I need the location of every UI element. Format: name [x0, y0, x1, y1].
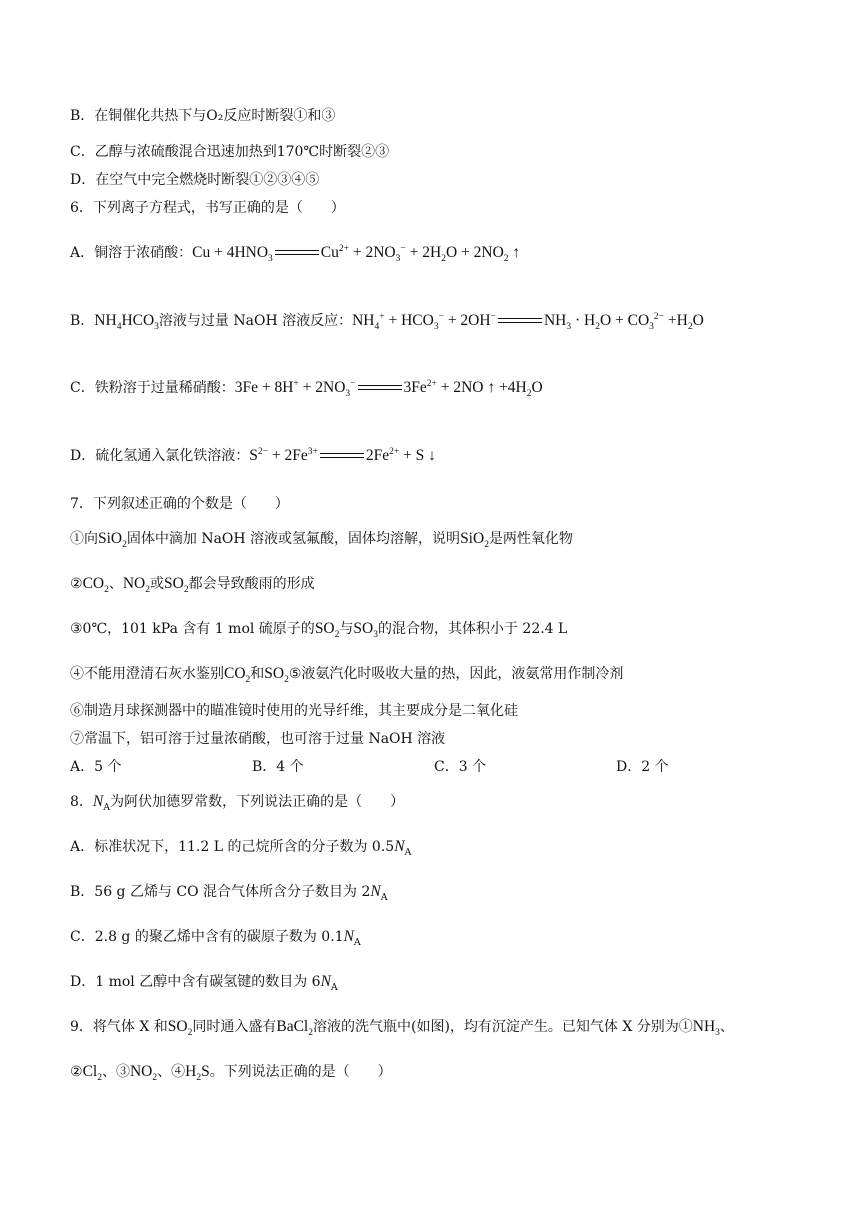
q8-option-c: C．2.8 g 的聚乙烯中含有的碳原子数为 $0.1N_A$ — [70, 928, 361, 948]
q7-option-d: D．2 个 — [616, 759, 669, 775]
q6-d-equation: $S^{2-} + 2Fe^{3+}$ $2Fe^{2+} + S$ ↓ — [249, 446, 436, 464]
q6-a-equation: $Cu + 4HNO_3$ $Cu^{2+} + 2NO_3^- + 2H_2O + 2NO_2$ ↑ — [192, 243, 521, 265]
q5-option-c: C．乙醇与浓硫酸混合迅速加热到170℃时断裂②③ — [70, 144, 390, 160]
q6-c-equation: $3Fe + 8H^+ + 2NO_3^-$ $3Fe^{2+} + 2NO$ ↑ $+4H_2O$ — [234, 378, 543, 400]
q6-b-equation: $NH_4^+ + HCO_3^- + 2OH^-$ $NH_3 \cdot H_2O + CO_3^{2-} +H_2O$ — [352, 311, 704, 333]
q6-option-d: D．硫化氢通入氯化铁溶液：$S^{2-} + 2Fe^{3+}$ $2Fe^{2+} + S$ ↓ — [70, 446, 436, 464]
q6-option-a: A．铜溶于浓硝酸：$Cu + 4HNO_3$ $Cu^{2+} + 2NO_3^- + 2H_2O + 2NO_2$ ↑ — [70, 243, 521, 265]
q8-stem: 8．$N_A$为阿伏加德罗常数，下列说法正确的是（ ） — [70, 793, 405, 813]
q6-option-c: C．铁粉溶于过量稀硝酸：$3Fe + 8H^+ + 2NO_3^-$ $3Fe^{2+} + 2NO$ ↑ $+4H_2O$ — [70, 378, 543, 400]
q7-statement-2: $②CO_2$、$NO_2$或$SO_2$都会导致酸雨的形成 — [70, 575, 315, 596]
q7-statement-3: ③0℃，101 kPa 含有 1 mol 硫原子的$SO_2$与$SO_3$的混合物，其体积小于 22.4 L — [70, 620, 568, 641]
q8-option-d: D．1 mol 乙醇中含有碳氢键的数目为 $6N_A$ — [70, 973, 338, 993]
q5-option-b: B．在铜催化共热下与O₂反应时断裂①和③ — [70, 108, 336, 124]
q8-option-b: B．56 g 乙烯与 CO 混合气体所含分子数目为 $2N_A$ — [70, 883, 388, 903]
q6-stem: 6．下列离子方程式，书写正确的是（ ） — [70, 200, 345, 216]
q9-line-2: $②Cl_2$、$③NO_2$、$④H_2S$。下列说法正确的是（ ） — [70, 1063, 392, 1084]
q6-option-b: B．$NH_4HCO_3$溶液与过量 NaOH 溶液反应：$NH_4^+ + HCO_3^- + 2OH^-$ $NH_3 \cdot H_2O + CO_3^{2-} +H_2O$ — [70, 311, 704, 333]
q7-statement-4-5: ④不能用澄清石灰水鉴别$CO_2$和$SO_2⑤$液氨汽化时吸收大量的热，因此，液氨常用作制冷剂 — [70, 665, 624, 686]
q8-option-a: A．标准状况下，11.2 L 的己烷所含的分子数为 $0.5N_A$ — [70, 838, 412, 858]
q7-statement-1: ①向SiO$_2$固体中滴加 NaOH 溶液或氢氟酸，固体均溶解，说明SiO$_2$是两性氧化物 — [70, 530, 573, 551]
q7-statement-7: ⑦常温下，铝可溶于过量浓硝酸，也可溶于过量 NaOH 溶液 — [70, 731, 446, 747]
q9-line-1: 9．将气体 X 和$SO_2$同时通入盛有BaCl$_2$溶液的洗气瓶中(如图)，均有沉淀产生。已知气体 X 分别为$①NH_3$、 — [70, 1018, 734, 1039]
q7-option-c: C．3 个 — [434, 759, 487, 775]
q7-option-b: B．4 个 — [252, 759, 304, 775]
q7-stem: 7．下列叙述正确的个数是（ ） — [70, 496, 289, 512]
q7-statement-6: ⑥制造月球探测器中的瞄准镜时使用的光导纤维，其主要成分是二氧化硅 — [70, 703, 518, 719]
q5-option-d: D．在空气中完全燃烧时断裂①②③④⑤ — [70, 172, 320, 188]
q7-option-a: A．5 个 — [70, 759, 122, 775]
